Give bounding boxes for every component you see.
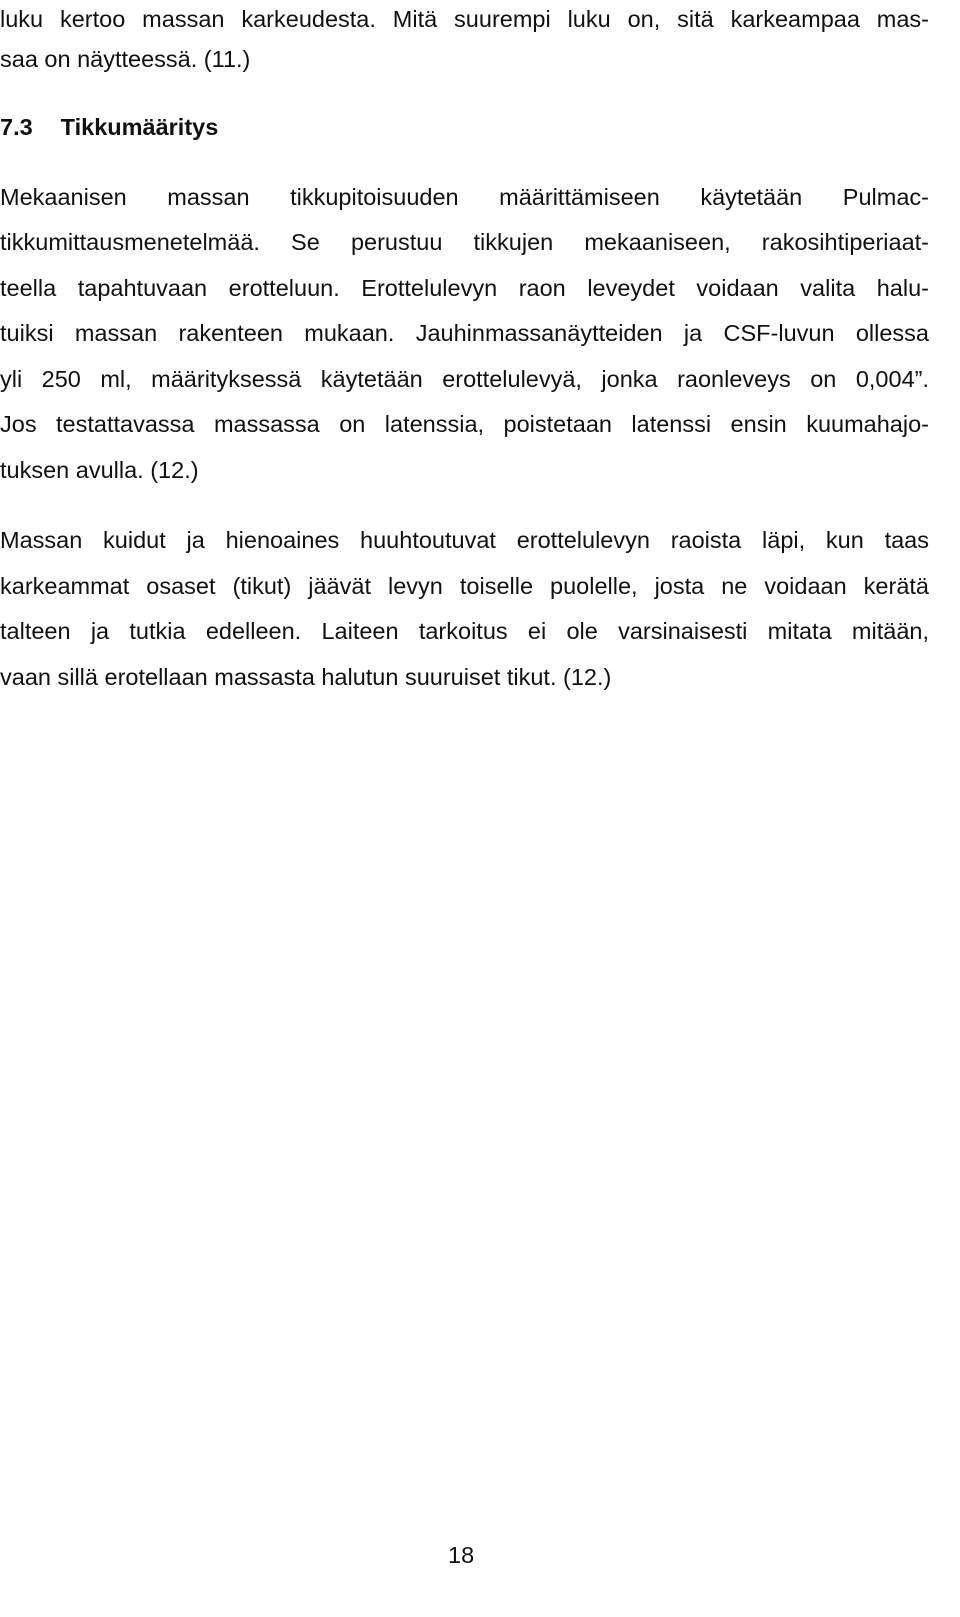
section-heading bbox=[0, 112, 218, 142]
continuation-line-1: luku kertoo massan karkeudesta. Mitä suurempi luku on, sitä karkeampaa mas- bbox=[0, 6, 929, 32]
paragraph1-line-1: Mekaanisen massan tikkupitoisuuden määrittämiseen käytetään Pulmac- bbox=[0, 184, 929, 210]
paragraph1-line-6: Jos testattavassa massassa on latenssia, poistetaan latenssi ensin kuumahajo- bbox=[0, 411, 929, 437]
paragraph1-line-4: tuiksi massan rakenteen mukaan. Jauhinmassanäytteiden ja CSF-luvun ollessa bbox=[0, 320, 929, 346]
paragraph2-line-3: talteen ja tutkia edelleen. Laiteen tarkoitus ei ole varsinaisesti mitata mitään, bbox=[0, 618, 929, 644]
paragraph1-line-7: tuksen avulla. (12.) bbox=[0, 457, 199, 483]
paragraph2-line-2: karkeammat osaset (tikut) jäävät levyn toiselle puolelle, josta ne voidaan kerätä bbox=[0, 573, 929, 599]
paragraph1-line-3: teella tapahtuvaan erotteluun. Erottelulevyn raon leveydet voidaan valita halu- bbox=[0, 275, 929, 301]
section-number: 7.3 bbox=[0, 114, 33, 140]
section-title: Tikkumääritys bbox=[60, 114, 219, 140]
paragraph2-line-4: vaan sillä erotellaan massasta halutun suuruiset tikut. (12.) bbox=[0, 664, 612, 690]
paragraph1-line-5: yli 250 ml, määrityksessä käytetään erottelulevyä, jonka raonleveys on 0,004”. bbox=[0, 366, 929, 392]
paragraph1-line-2: tikkumittausmenetelmää. Se perustuu tikkujen mekaaniseen, rakosihtiperiaat- bbox=[0, 229, 929, 255]
continuation-line-2: saa on näytteessä. (11.) bbox=[0, 46, 251, 72]
paragraph2-line-1: Massan kuidut ja hienoaines huuhtoutuvat erottelulevyn raoista läpi, kun taas bbox=[0, 527, 929, 553]
page-number: 18 bbox=[448, 1542, 475, 1568]
